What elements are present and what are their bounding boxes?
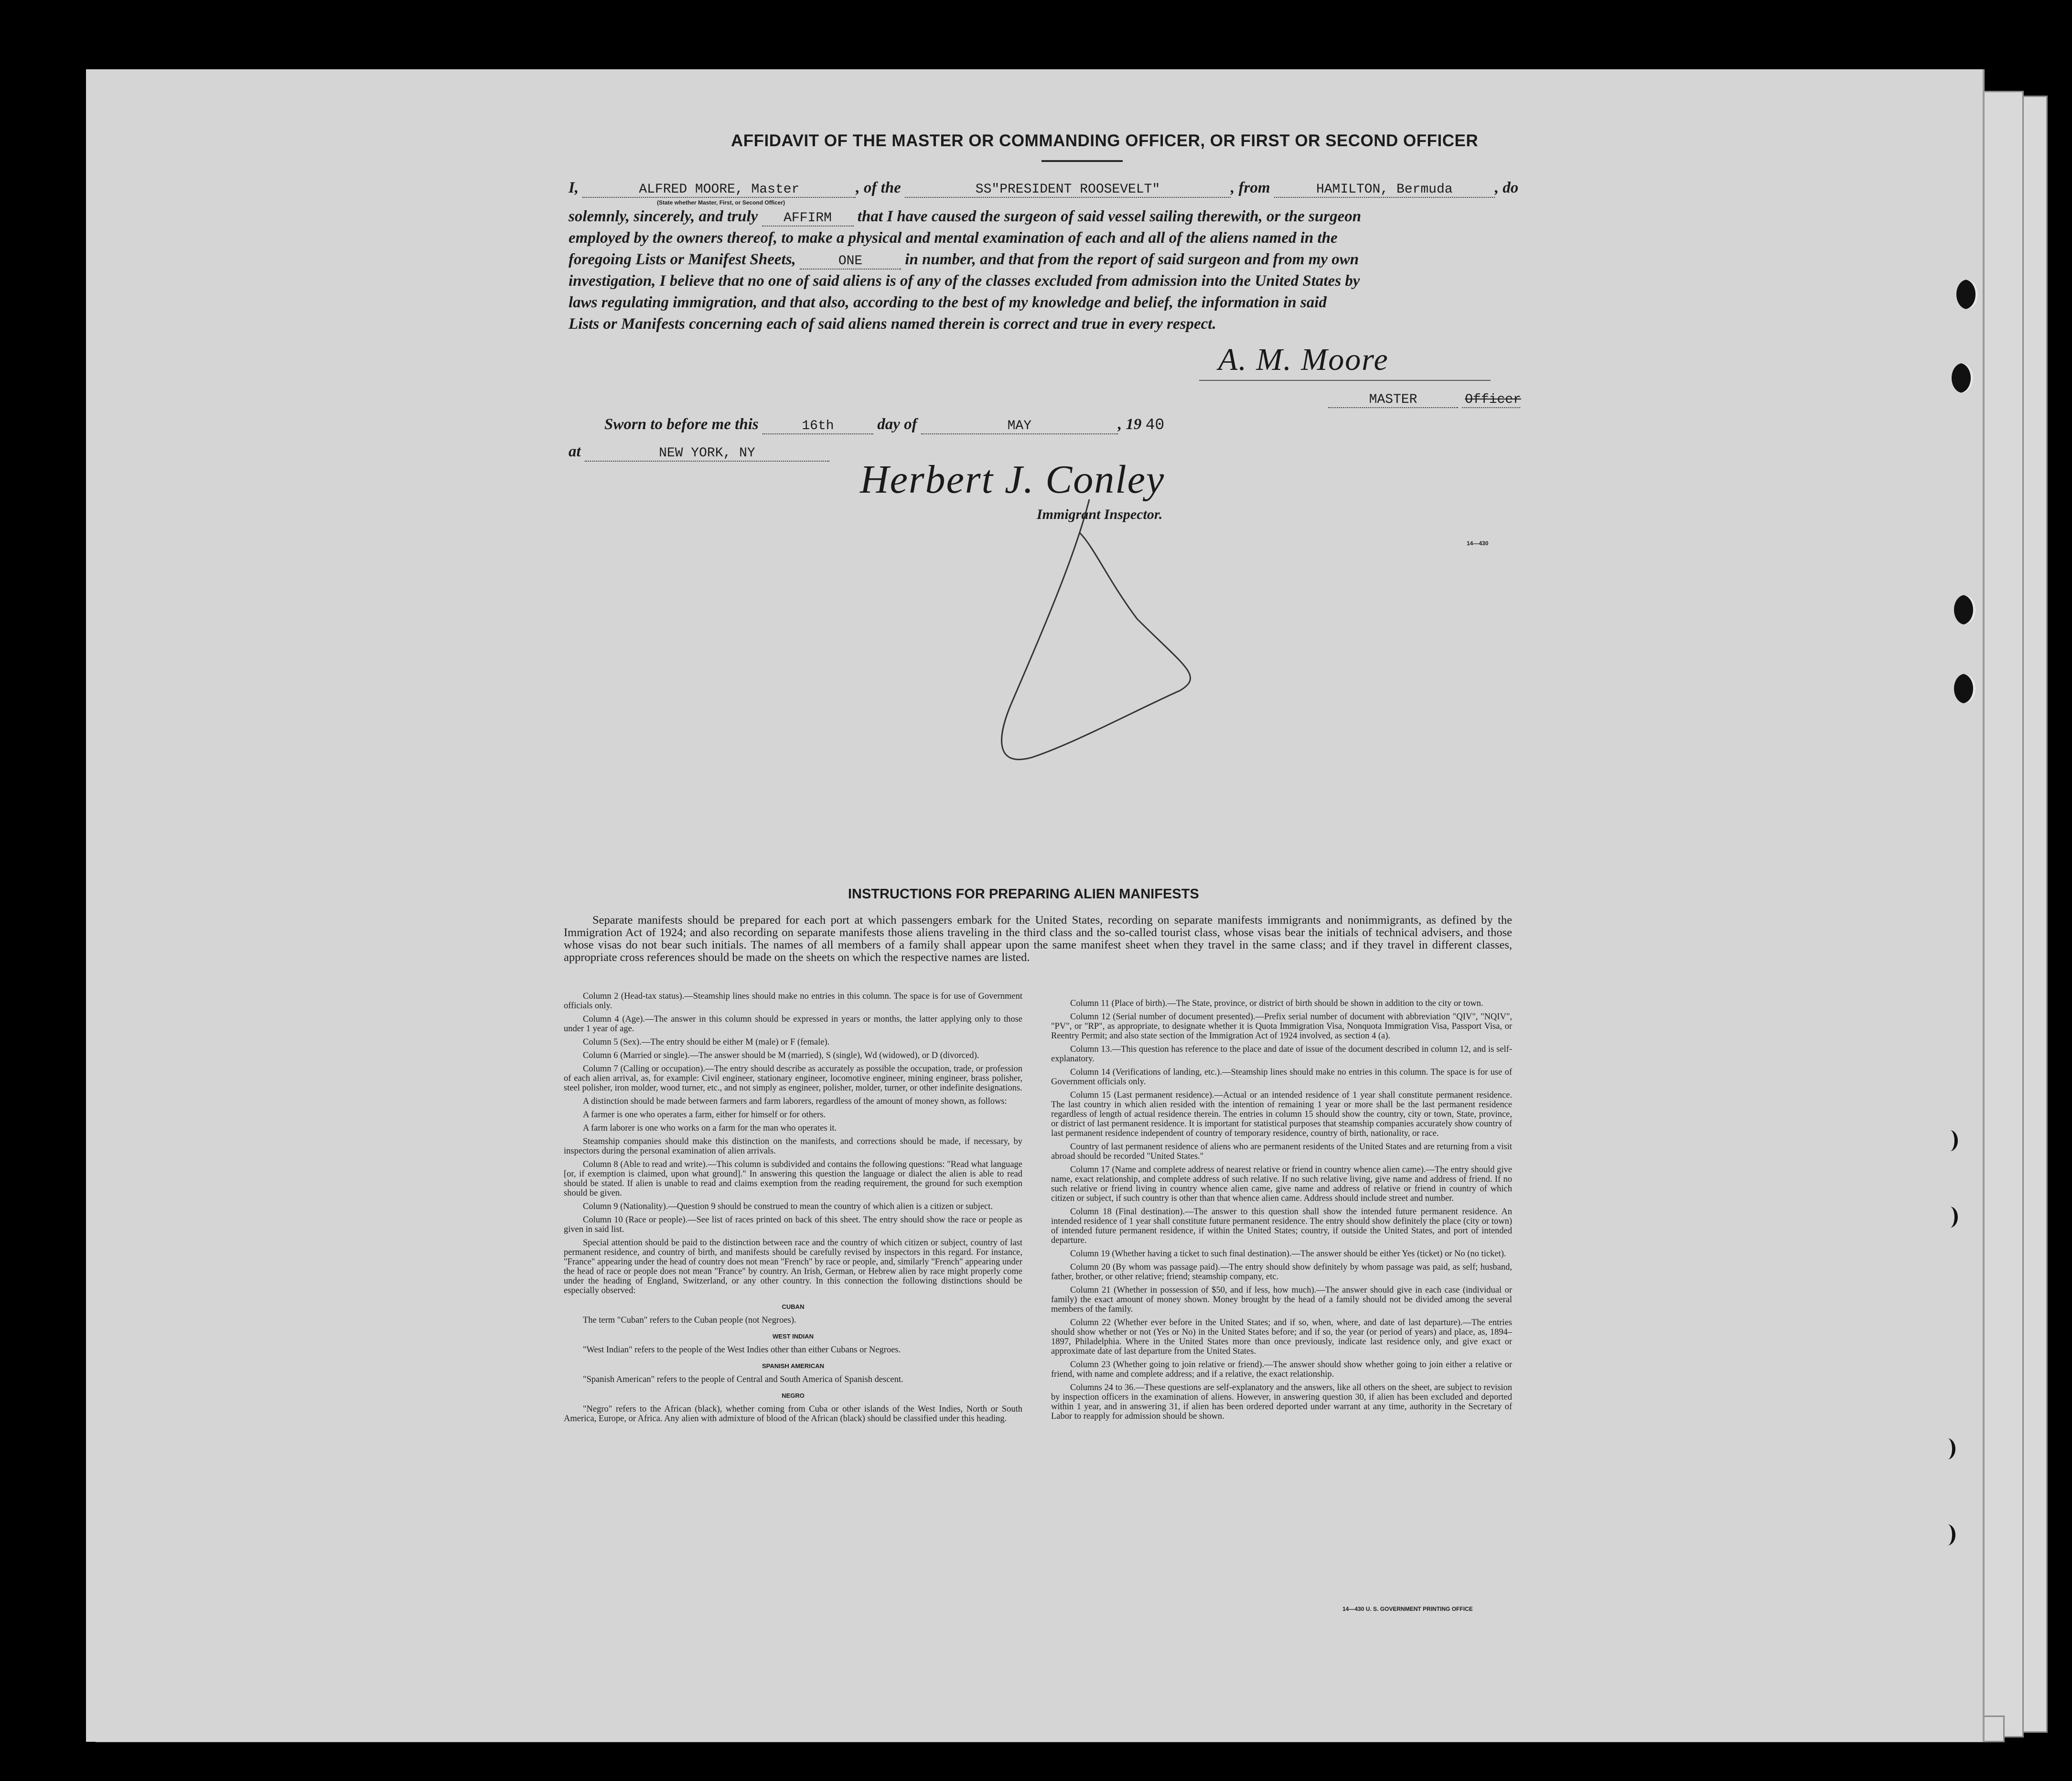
underlying-sheet-edge — [1983, 91, 2024, 1738]
farm-laborer-paragraph: A farm laborer is one who works on a farm for the man who operates it. — [583, 1123, 837, 1133]
punch-hole — [1942, 1207, 1958, 1228]
col10-paragraph: Column 10 (Race or people).—See list of races printed on back of this sheet. The entry should show the race or people as given in said list. — [564, 1215, 1022, 1234]
at-place-field: NEW YORK, NY — [585, 446, 829, 462]
line1-do: , do — [1494, 179, 1519, 196]
west-indian-paragraph: "West Indian" refers to the people of the West Indies other than either Cubans or Negroes. — [583, 1345, 901, 1355]
sworn-day-of: day of — [877, 416, 917, 433]
line1-prefix: I, — [569, 179, 579, 196]
sworn-year: 40 — [1145, 416, 1165, 434]
cuban-paragraph: The term "Cuban" refers to the Cuban people (not Negroes). — [583, 1316, 796, 1325]
punch-hole — [1956, 280, 1978, 309]
col17-paragraph: Column 17 (Name and complete address of nearest relative or friend in country whence alien came).—The entry should give name, exact relationship, and complete address of such relative. If no such relative living, give name and address of friend. If no such relative or friend living in country whence alien came, give name and address of relative or friend in country of which citizen or subject, if such country is other than that whence alien came. Address should include street and number. — [1051, 1165, 1512, 1203]
rank-line — [1328, 389, 1520, 408]
inspector-signature: Herbert J. Conley — [860, 457, 1165, 502]
at-line — [569, 443, 829, 462]
punch-hole — [1954, 674, 1976, 703]
line4-prefix: foregoing Lists or Manifest Sheets, — [569, 251, 796, 268]
col11-paragraph: Column 11 (Place of birth).—The State, province, or district of birth should be shown in addition to the city or town. — [1070, 999, 1483, 1008]
col22-paragraph: Column 22 (Whether ever before in the United States; and if so, when, where, and date of last departure).—The entries should show whether or not (Yes or No) in the United States before; and if so, the year (or period of years) and place, as, 1894–1897, Philadelphia. Where in the United States more than once previously, indicate last residence only, and give exact or approximate date of last departure from the United States. — [1051, 1318, 1512, 1356]
officer-caption: (State whether Master, First, or Second Officer) — [657, 199, 785, 206]
col21-paragraph: Column 21 (Whether in possession of $50, and if less, how much).—The answer should give in each case (individual or family) the exact amount of money shown. Money brought by the head of a family should not be divided among the several members of the family. — [1051, 1285, 1512, 1314]
sworn-prefix: Sworn to before me this — [604, 416, 759, 433]
punch-hole — [1954, 595, 1976, 625]
inspector-title: Immigrant Inspector. — [1037, 507, 1163, 522]
sworn-year-prefix: , 19 — [1117, 416, 1142, 433]
title-rule — [1041, 160, 1123, 162]
affidavit-line-6: laws regulating immigration, and that also, according to the best of my knowledge and belief, the information in said — [569, 294, 1327, 311]
punch-hole — [1940, 1438, 1955, 1459]
rank-field: MASTER — [1328, 392, 1458, 408]
line1-from: , from — [1231, 179, 1270, 196]
col7-paragraph: Column 7 (Calling or occupation).—The entry should describe as accurately as possible the occupation, trade, or profession of each alien arrival, as, for example: Civil engineer, stationary engineer, locomotive engineer, mining engineer, brass polisher, steel polisher, iron molder, wood turner, etc., and not simply as engineer, polisher, molder, turner, or other indefinite designations. — [564, 1064, 1022, 1093]
col20-paragraph: Column 20 (By whom was passage paid).—The entry should show definitely by whom passage was paid, as self; husband, father, brother, or other relative; friend; steamship company, etc. — [1051, 1263, 1512, 1282]
punch-hole — [1952, 363, 1974, 393]
affidavit-line-4 — [569, 251, 1359, 270]
instructions-right-column — [1051, 999, 1512, 1425]
port-from-field: HAMILTON, Bermuda — [1274, 182, 1495, 198]
cuban-heading: CUBAN — [782, 1303, 805, 1310]
ship-name-field: SS"PRESIDENT ROOSEVELT" — [905, 182, 1231, 198]
col14-paragraph: Column 14 (Verifications of landing, etc.).—Steamship lines should make no entries in this column. The space is for use of Government officials only. — [1051, 1068, 1512, 1087]
rank-struck: Officer — [1462, 392, 1520, 408]
negro-heading: NEGRO — [782, 1392, 805, 1399]
col12-paragraph: Column 12 (Serial number of document presented).—Prefix serial number of document with abbreviation "QIV", "NQIV", "PV", or "RP", as appropriate, to designate whether it is Quota Immigration Visa, Nonquota Immigration Visa, Passport Visa, or Reentry Permit; and also state section of the Immigration Act of 1924 involved, as section 4 (a). — [1051, 1012, 1512, 1041]
printing-office-footer: 14—430 U. S. GOVERNMENT PRINTING OFFICE — [1342, 1606, 1473, 1612]
col6-paragraph: Column 6 (Married or single).—The answer should be M (married), S (single), Wd (widowed), or D (divorced). — [583, 1051, 979, 1060]
affidavit-line-3: employed by the owners thereof, to make a physical and mental examination of each and all of the aliens named in the — [569, 229, 1338, 247]
farm-distinction-paragraph: A distinction should be made between farmers and farm laborers, regardless of the amount of money shown, as follows: — [583, 1097, 1007, 1106]
affirm-field: AFFIRM — [762, 211, 854, 227]
affidavit-line-7: Lists or Manifests concerning each of said aliens named therein is correct and true in every respect. — [569, 315, 1216, 333]
sworn-day-field: 16th — [762, 419, 873, 434]
manifest-page — [86, 69, 1985, 1742]
col15-paragraph: Column 15 (Last permanent residence).—Actual or an intended residence of 1 year shall constitute permanent residence. The last country in which alien resided with the intention of remaining 1 year or more shall be the last permanent residence regardless of length of actual residence therein. The entries in column 15 should show the country, city or town, State, province, or district of last permanent residence. It is important for statistical purposes that steamship companies accurately show country of last permanent residence independent of country of temporary residence, country of birth, nationality, or race. — [1051, 1090, 1512, 1138]
punch-hole — [1942, 1130, 1958, 1151]
sworn-month-field: MAY — [921, 419, 1118, 434]
affidavit-line-1 — [569, 179, 1518, 198]
instructions-intro: Separate manifests should be prepared for each port at which passengers embark for the United States, recording on separate manifests immigrants and nonimmigrants, as defined by the Immigration Act of 1924; and also recording on separate manifests those aliens traveling in the third class and the so-called tourist class, whose visas bear the initials of technical advisers, and those whose visas do not bear such initials. The names of all members of a family shall appear upon the same manifest sheet when they travel in the same class; and if they travel in different classes, appropriate cross references should be made on the sheets on which the respective names are listed. — [564, 914, 1512, 964]
col18-paragraph: Column 18 (Final destination).—The answer to this question shall show the intended future permanent residence. An intended residence of 1 year shall constitute future permanent residence. The entry should show definitely the place (city or town) of intended future permanent residence, if within the United States; country, if outside the United States, and port of intended departure. — [1051, 1207, 1512, 1245]
col5-paragraph: Column 5 (Sex).—The entry should be either M (male) or F (female). — [583, 1037, 830, 1047]
spanish-american-paragraph: "Spanish American" refers to the people of Central and South America of Spanish descent. — [583, 1375, 903, 1384]
col13-paragraph: Column 13.—This question has reference to the place and date of issue of the document described in column 12, and is self-explanatory. — [1051, 1045, 1512, 1064]
affidavit-line-5: investigation, I believe that no one of said aliens is of any of the classes excluded from admission into the United States by — [569, 272, 1360, 290]
affidavit-title: AFFIDAVIT OF THE MASTER OR COMMANDING OFFICER, OR FIRST OR SECOND OFFICER — [731, 131, 1479, 150]
affidavit-line-2 — [569, 208, 1361, 227]
col19-paragraph: Column 19 (Whether having a ticket to such final destination).—The answer should be either Yes (ticket) or No (no ticket). — [1070, 1249, 1506, 1259]
special-attention-paragraph: Special attention should be paid to the distinction between race and the country of which citizen or subject, country of last permanent residence, and country of birth, and manifests should be carefully revised by inspectors in this regard. For instance, "France" appearing under the head of country does not mean "French" by race or people, and, similarly "French" appearing under the head of race or people does not mean "France" by country. An Irish, German, or Hebrew alien by race might properly come under the heading of England, Switzerland, or any other country. In this connection the following distinctions should be especially observed: — [564, 1238, 1022, 1295]
line4-suffix: in number, and that from the report of said surgeon and from my own — [905, 251, 1359, 268]
spanish-american-heading: SPANISH AMERICAN — [762, 1362, 824, 1370]
us-residence-paragraph: Country of last permanent residence of aliens who are permanent residents of the United States and are returning from a visit abroad should be recorded "United States." — [1051, 1142, 1512, 1161]
negro-paragraph: "Negro" refers to the African (black), whether coming from Cuba or other islands of the West Indies, North or South America, Europe, or Africa. Any alien with admixture of blood of the African (black) should be classified under this heading. — [564, 1404, 1022, 1424]
instructions-left-column — [564, 992, 1022, 1427]
farmer-paragraph: A farmer is one who operates a farm, either for himself or for others. — [583, 1110, 826, 1120]
col24-36-paragraph: Columns 24 to 36.—These questions are self-explanatory and the answers, like all others on the sheet, are subject to revision by inspection officers in the examination of aliens. However, in answering question 30, if alien has been excluded and deported within 1 year, and in answering 31, if alien has been ordered deported under warrant at any time, authority in the Secretary of Labor to reapply for admission should be shown. — [1051, 1383, 1512, 1421]
instructions-title: INSTRUCTIONS FOR PREPARING ALIEN MANIFESTS — [848, 886, 1199, 902]
at-label: at — [569, 443, 581, 460]
line2-suffix: that I have caused the surgeon of said vessel sailing therewith, or the surgeon — [857, 208, 1362, 225]
col23-paragraph: Column 23 (Whether going to join relative or friend).—The answer should show whether going to join either a relative or friend, with name and complete address; and if a relative, the exact relationship. — [1051, 1360, 1512, 1379]
master-signature: A. M. Moore — [1218, 342, 1389, 377]
col4-paragraph: Column 4 (Age).—The answer in this column should be expressed in years or months, the latter applying only to those under 1 year of age. — [564, 1015, 1022, 1034]
punch-hole — [1940, 1524, 1955, 1545]
steamship-distinction-paragraph: Steamship companies should make this distinction on the manifests, and corrections should be made, if necessary, by inspectors during the personal examination of alien arrivals. — [564, 1137, 1022, 1156]
form-number: 14—430 — [1467, 540, 1489, 547]
sheets-count-field: ONE — [800, 254, 901, 270]
col9-paragraph: Column 9 (Nationality).—Question 9 should be construed to mean the country of which alien is a citizen or subject. — [583, 1202, 993, 1211]
sworn-line — [604, 416, 1164, 434]
line2-prefix: solemnly, sincerely, and truly — [569, 208, 758, 225]
signature-line — [1199, 380, 1491, 381]
col8-paragraph: Column 8 (Able to read and write).—This column is subdivided and contains the following questions: "Read what language [or, if exemption is claimed, upon what ground]." In answering this question the language or dialect the alien is able to read should be stated. If alien is unable to read and claims exemption from the reading requirement, the ground for such exemption should be given. — [564, 1160, 1022, 1198]
line1-of: , of the — [856, 179, 901, 196]
west-indian-heading: WEST INDIAN — [773, 1333, 814, 1340]
officer-name-field: ALFRED MOORE, Master — [582, 182, 856, 198]
col2-paragraph: Column 2 (Head-tax status).—Steamship lines should make no entries in this column. The space is for use of Government officials only. — [564, 992, 1022, 1011]
